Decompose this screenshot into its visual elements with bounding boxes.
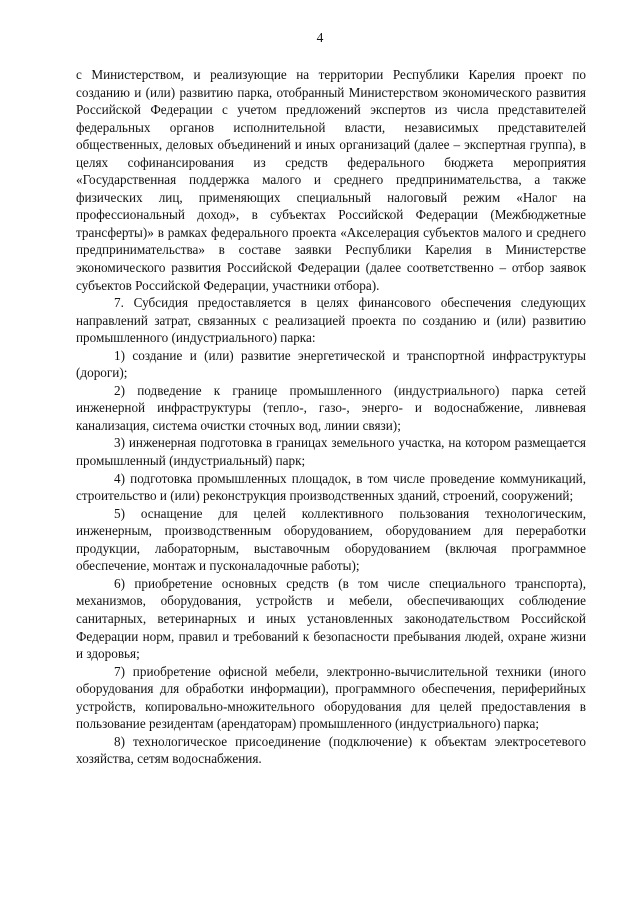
list-item-7: 7) приобретение офисной мебели, электронно-вычислительной техники (иного оборудования для обработки информации), программного обеспечения, периферийных устройств, копировально-множительного оборудования для целей предоставления в пользование резидентам (арендаторам) промышленного (индустриального) парка; bbox=[76, 663, 586, 732]
list-item-3: 3) инженерная подготовка в границах земельного участка, на котором размещается промышленный (индустриальный) парк; bbox=[76, 435, 586, 469]
list-item-5: 5) оснащение для целей коллективного пользования технологическим, инженерным, производственным оборудованием, оборудованием для переработки продукции, лабораторным, выставочным оборудованием (включая программное обеспечение, монтаж и пусконаладочные работы); bbox=[76, 505, 586, 574]
list-item-1: 1) создание и (или) развитие энергетической и транспортной инфраструктуры (дороги); bbox=[76, 347, 586, 381]
document-body bbox=[76, 66, 586, 768]
list-item-4: 4) подготовка промышленных площадок, в том числе проведение коммуникаций, строительство и (или) реконструкция производственных зданий, строений, сооружений; bbox=[76, 470, 586, 504]
list-item-6: 6) приобретение основных средств (в том числе специального транспорта), механизмов, оборудования, устройств и мебели, обеспечивающих соблюдение санитарных, ветеринарных и иных установленных законодательством Российской Федерации норм, правил и требований к безопасности пребывания людей, охране жизни и здоровья; bbox=[76, 575, 586, 662]
list-item-2: 2) подведение к границе промышленного (индустриального) парка сетей инженерной инфраструктуры (тепло-, газо-, энерго- и водоснабжение, ливневая канализация, система очистки сточных вод, линии связи); bbox=[76, 382, 586, 433]
page-number: 4 bbox=[316, 30, 324, 45]
paragraph-continuation: с Министерством, и реализующие на территории Республики Карелия проект по созданию и (или) развитию парка, отобранный Министерством экономического развития Российской Федерации с учетом предложений экспертов из числа представителей федеральных органов исполнительной власти, независимых представителей общественных, деловых объединений и иных организаций (далее – экспертная группа), в целях софинансирования из средств федерального бюджета мероприятия «Государственная поддержка малого и среднего предпринимательства, а также физических лиц, применяющих специальный налоговый режим «Налог на профессиональный доход», в субъектах Российской Федерации (Межбюджетные трансферты)» в рамках федерального проекта «Акселерация субъектов малого и среднего предпринимательства» в составе заявки Республики Карелия в Министерстве экономического развития Российской Федерации (далее соответственно – отбор заявок субъектов Российской Федерации, участники отбора). bbox=[76, 67, 586, 293]
list-item-8: 8) технологическое присоединение (подключение) к объектам электросетевого хозяйства, сетям водоснабжения. bbox=[76, 733, 586, 767]
paragraph-item-7: 7. Субсидия предоставляется в целях финансового обеспечения следующих направлений затрат, связанных с реализацией проекта по созданию и (или) развитию промышленного (индустриального) парка: bbox=[76, 295, 586, 346]
